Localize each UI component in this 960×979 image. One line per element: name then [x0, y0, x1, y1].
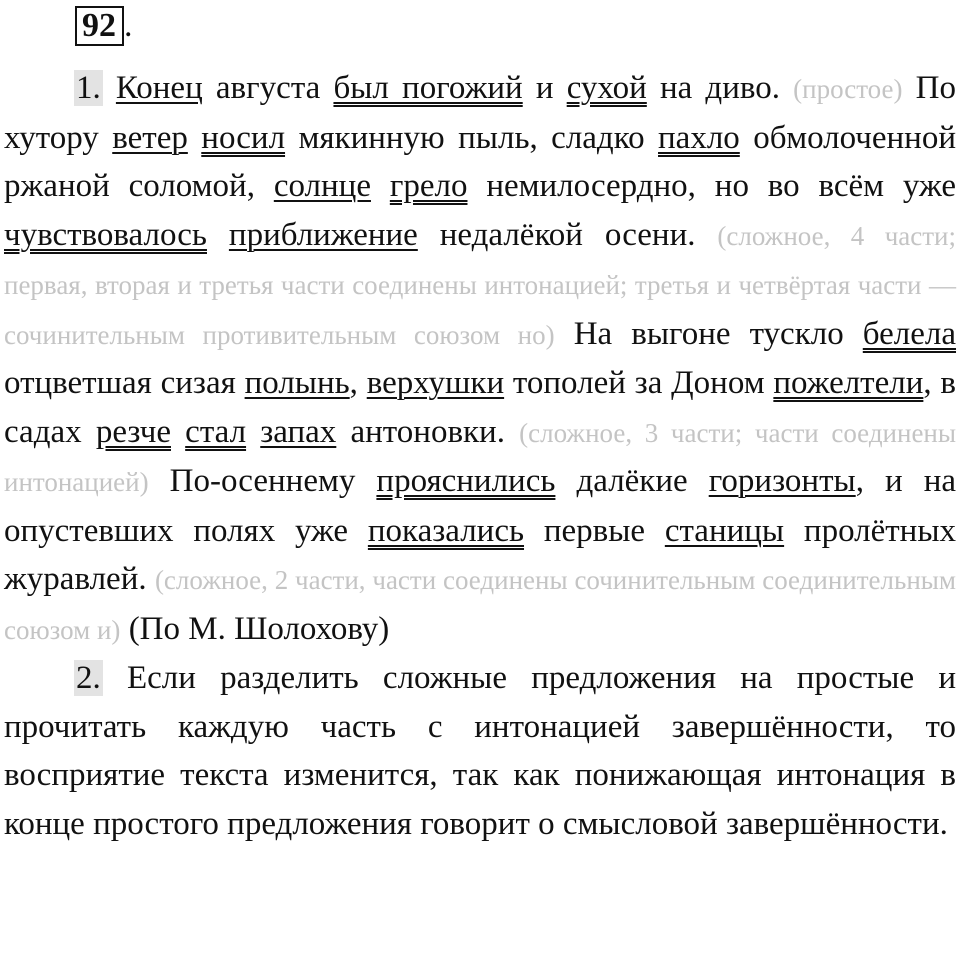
predicate-word: грело	[389, 168, 468, 204]
task-number	[75, 6, 133, 46]
text-fragment: На выгоне тускло	[554, 315, 863, 352]
text-fragment: августа	[202, 70, 334, 106]
predicate-word: сухой	[566, 70, 647, 106]
predicate-word: чувствовалось	[4, 216, 207, 253]
predicate-word: показались	[367, 512, 525, 549]
text-fragment: ,	[349, 365, 367, 401]
subject-word: станицы	[664, 512, 785, 549]
subject-word: полынь	[244, 365, 350, 401]
text-fragment: антоновки.	[336, 413, 520, 450]
text-fragment	[246, 414, 260, 450]
text-fragment: тополей за Доном	[504, 365, 774, 401]
text-fragment: первые	[524, 512, 665, 549]
text-fragment: обмолоченной ржаной соломой,	[4, 119, 956, 204]
text-fragment	[171, 414, 185, 450]
answer-text	[4, 64, 956, 848]
subject-word: солнце	[273, 168, 371, 204]
subject-word: ветер	[112, 119, 188, 156]
grammar-note: (сложное, 2 части, части соединены сочинительным соединительным союзом и)	[4, 565, 956, 645]
subject-word: горизонты	[708, 463, 856, 499]
paragraph-1	[4, 64, 956, 654]
text-fragment: немилосердно, но во всём уже	[467, 168, 956, 204]
text-fragment	[207, 217, 229, 253]
text-fragment: и	[522, 70, 567, 106]
paragraph-2-text: Если разделить сложные предложения на простые и прочитать каждую часть с интонацией завершённости, то восприятие текста изменится, так как понижающая интонация в конце простого предложения говорит о смысловой завершённости.	[4, 660, 956, 842]
text-fragment: мякинную пыль, сладко	[285, 119, 659, 156]
item-number-1: 1.	[76, 70, 101, 106]
predicate-word: белела	[862, 315, 957, 352]
predicate-word: прояснились	[376, 463, 556, 499]
text-fragment: , в садах	[4, 365, 956, 450]
task-number-dot: .	[124, 7, 133, 44]
subject-word: запах	[260, 413, 337, 450]
predicate-word: пожелтели	[773, 365, 924, 401]
grammar-note: (сложное, 4 части; первая, вторая и третья части соединены интонацией; третья и четвёртая части — сочинительным противительным союзом но)	[4, 220, 956, 350]
predicate-word: резче	[95, 413, 171, 450]
text-fragment: далёкие	[555, 463, 709, 499]
text-fragment: , и на опустевших полях уже	[4, 463, 956, 549]
subject-word: приближение	[228, 216, 418, 253]
predicate-word: носил	[201, 119, 286, 156]
text-fragment	[103, 70, 116, 106]
text-fragment: недалёкой осени.	[417, 216, 718, 253]
grammar-note: (сложное, 3 части; части соединены интонацией)	[4, 417, 957, 497]
text-fragment	[371, 168, 390, 204]
text-fragment: на диво.	[646, 70, 794, 106]
text-fragment: По-осеннему	[148, 463, 377, 499]
text-fragment: пролётных журавлей.	[4, 512, 956, 597]
subject-word: верхушки	[366, 365, 505, 401]
text-fragment: отцветшая сизая	[4, 365, 245, 401]
predicate-word: был погожий	[333, 70, 523, 106]
predicate-word: стал	[185, 413, 247, 450]
paragraph-2	[4, 654, 956, 848]
grammar-note: (простое)	[793, 74, 903, 104]
subject-word: Конец	[115, 70, 203, 106]
text-fragment	[188, 120, 201, 156]
task-number-box: 92	[75, 6, 124, 46]
item-number-2: 2.	[76, 660, 101, 696]
predicate-word: пахло	[658, 119, 740, 156]
text-fragment: По хутору	[4, 70, 956, 156]
text-fragment: (По М. Шолохову)	[120, 610, 390, 647]
